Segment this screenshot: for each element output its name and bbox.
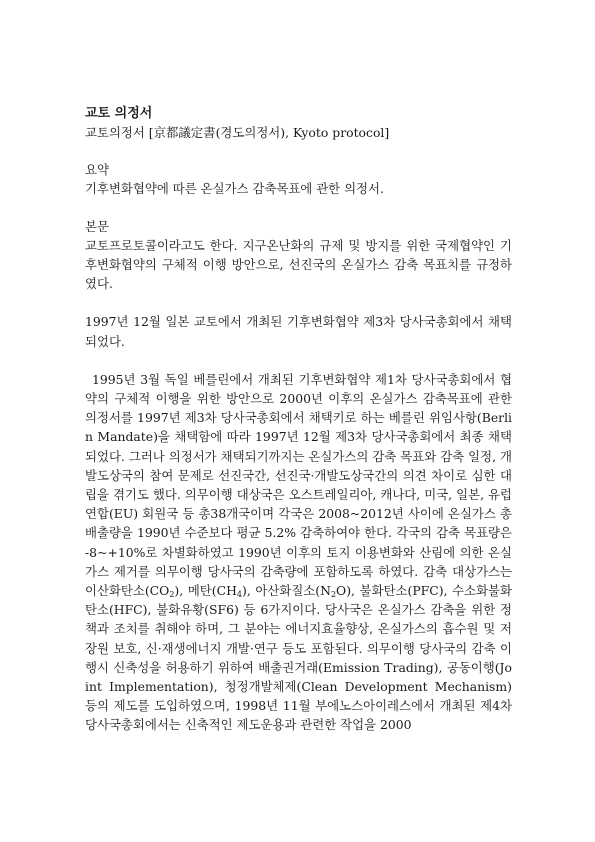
paragraph-3-part-1: 1995년 3월 독일 베를린에서 개최된 기후변화협약 제1차 당사국총회에서 협약의 구체적 이행을 위한 방안으로 2000년 이후의 온실가스 감축목표에 관한 의정서를 1997년 제3차 당사국총회에서 채택키로 하는 베를린 위임사항(Berlin Mandate)을 채택함에 따라 1997년 12월 제3차 당사국총회에서 최종 채택되었다. 그러나 의정서가 채택되기까지는 온실가스의 감축 목표와 감축 일정, 개발도상국의 참여 문제로 선진국간, 선진국·개발도상국간의 의견 차이로 심한 대립을 겪기도 했다. 의무이행 대상국은 오스트레일리아, 캐나다, 미국, 일본, 유럽연합(EU) 회원국 등 총38개국이며 각국은 2008~2012년 사이에 온실가스 총배출량을 1990년 수준보다 평균 5.2% 감축하여야 한다. 각국의 감축 목표량은 -8~+10%로 차별화하였고 1990년 이후의 토지 이용변화와 산림에 의한 온실가스 제거를 의무이행 당사국의 감축량에 포함하도록 하였다. 감축 대상가스는 이산화탄소(CO [85,371,512,599]
paragraph-3-part-3: ), 아산화질소(N [242,583,331,599]
document-page [85,104,512,735]
document-subtitle: 교토의정서 [京都議定書(경도의정서), Kyoto protocol] [85,125,390,140]
body-paragraph-1: 교토프로토콜이라고도 한다. 지구온난화의 규제 및 방지를 위한 국제협약인 기후변화협약의 구체적 이행 방안으로, 선진국의 온실가스 감축 목표치를 규정하였다. [85,237,512,292]
body-heading: 본문 [85,218,109,234]
n2o-subscript: 2 [330,590,337,600]
body-paragraph-2: 1997년 12월 일본 교토에서 개최된 기후변화협약 제3차 당사국총회에서 채택되었다. [85,314,512,349]
summary-heading: 요약 [85,162,109,178]
summary-text: 기후변화협약에 따른 온실가스 감축목표에 관한 의정서. [85,181,384,197]
paragraph-3-part-2: ), 메탄(CH [174,583,237,599]
paragraph-3-part-4: O), 불화탄소(PFC), 수소화불화탄소(HFC), 불화유황(SF6) 등 6가지이다. 당사국은 온실가스 감축을 위한 정책과 조치를 취해야 하며, 그 분야는 에너지효율향상, 온실가스의 흡수원 및 저장원 보호, 신·재생에너지 개발·연구 등도 포함된다. 의무이행 당사국의 감축 이행시 신축성을 허용하기 위하여 배출권거래(Emission Trading), 공동이행(Joint Implementation), 청정개발체제(Clean Development Mechanism) 등의 제도를 도입하였으며, 1998년 11월 부에노스아이레스에서 개최된 제4차 당사국총회에서는 신축적인 제도운용과 관련한 작업을 2000 [85,583,512,733]
ch4-subscript: 4 [236,590,242,600]
co2-subscript: 2 [169,590,175,600]
document-title: 교토 의정서 [85,106,153,121]
body-paragraph-3 [85,370,512,735]
